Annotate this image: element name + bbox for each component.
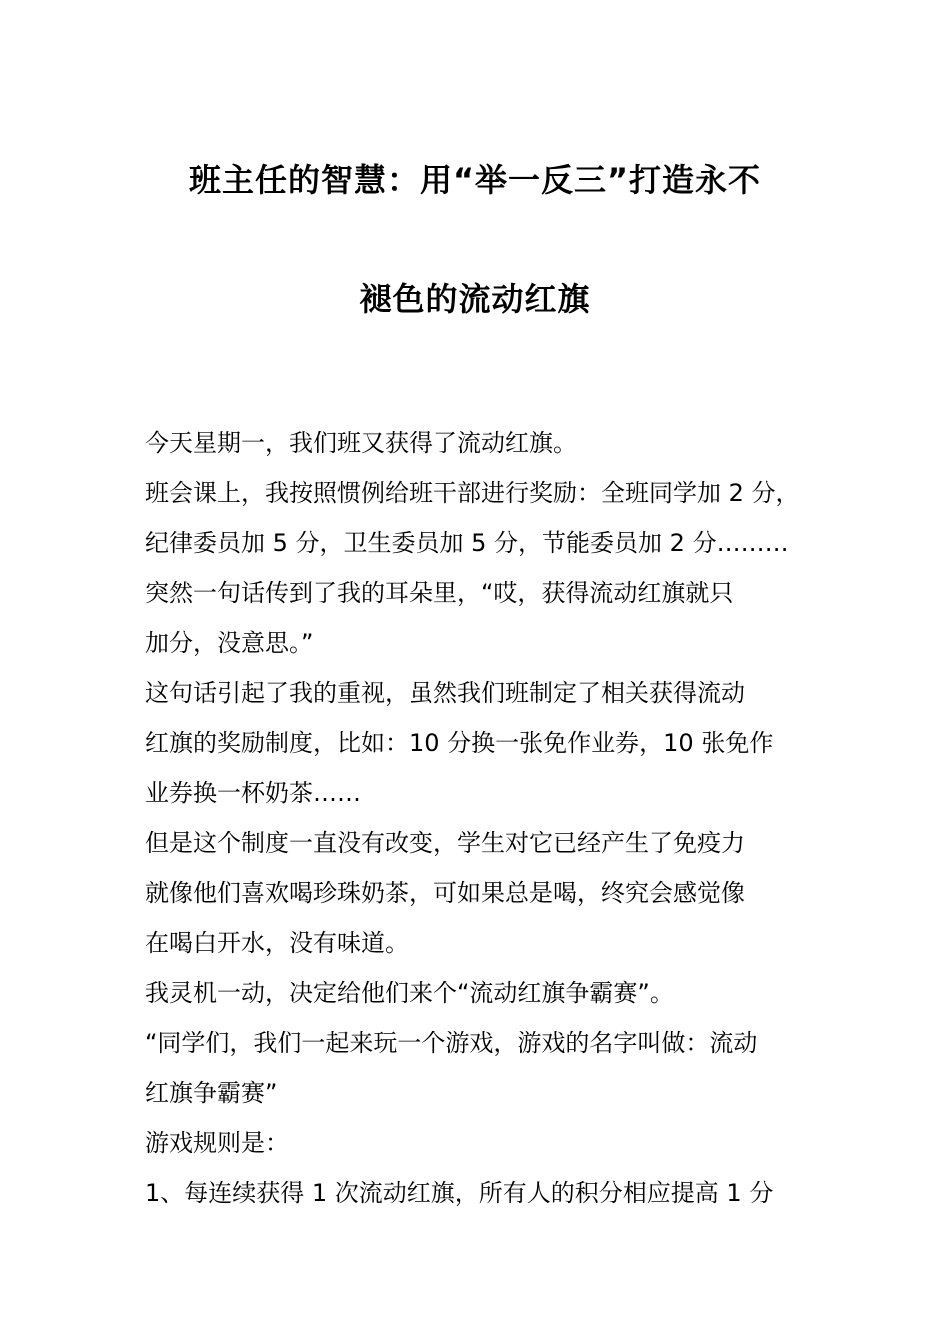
- document-body: [145, 418, 845, 1218]
- paragraph-line: 游戏规则是：: [145, 1129, 289, 1157]
- paragraph-line: 我灵机一动，决定给他们来个“流动红旗争霸赛”。: [145, 979, 674, 1007]
- paragraph-line: 今天星期一，我们班又获得了流动红旗。: [145, 429, 577, 457]
- paragraph-line: 红旗争霸赛”: [145, 1079, 278, 1107]
- paragraph-line: 突然一句话传到了我的耳朵里，“哎，获得流动红旗就只: [145, 579, 734, 607]
- paragraph-line: 但是这个制度一直没有改变，学生对它已经产生了免疫力: [145, 829, 745, 857]
- paragraph-line: 这句话引起了我的重视，虽然我们班制定了相关获得流动: [145, 679, 745, 707]
- paragraph-line: 纪律委员加 5 分，卫生委员加 5 分，节能委员加 2 分………: [145, 529, 789, 557]
- paragraph-line: 1、每连续获得 1 次流动红旗，所有人的积分相应提高 1 分: [145, 1179, 774, 1207]
- paragraph-line: 红旗的奖励制度，比如：10 分换一张免作业券，10 张免作: [145, 729, 774, 757]
- document-title-line-1: 班主任的智慧：用“举一反三”打造永不: [188, 161, 762, 199]
- paragraph-line: 就像他们喜欢喝珍珠奶茶，可如果总是喝，终究会感觉像: [145, 879, 745, 907]
- paragraph-line: 业券换一杯奶茶……: [145, 779, 361, 807]
- paragraph-line: 加分，没意思。”: [145, 629, 314, 657]
- paragraph-line: “同学们，我们一起来玩一个游戏，游戏的名字叫做：流动: [145, 1029, 758, 1057]
- paragraph-line: 班会课上，我按照惯例给班干部进行奖励：全班同学加 2 分，: [145, 479, 800, 507]
- document-title-line-2: 褪色的流动红旗: [359, 280, 591, 318]
- paragraph-line: 在喝白开水，没有味道。: [145, 929, 409, 957]
